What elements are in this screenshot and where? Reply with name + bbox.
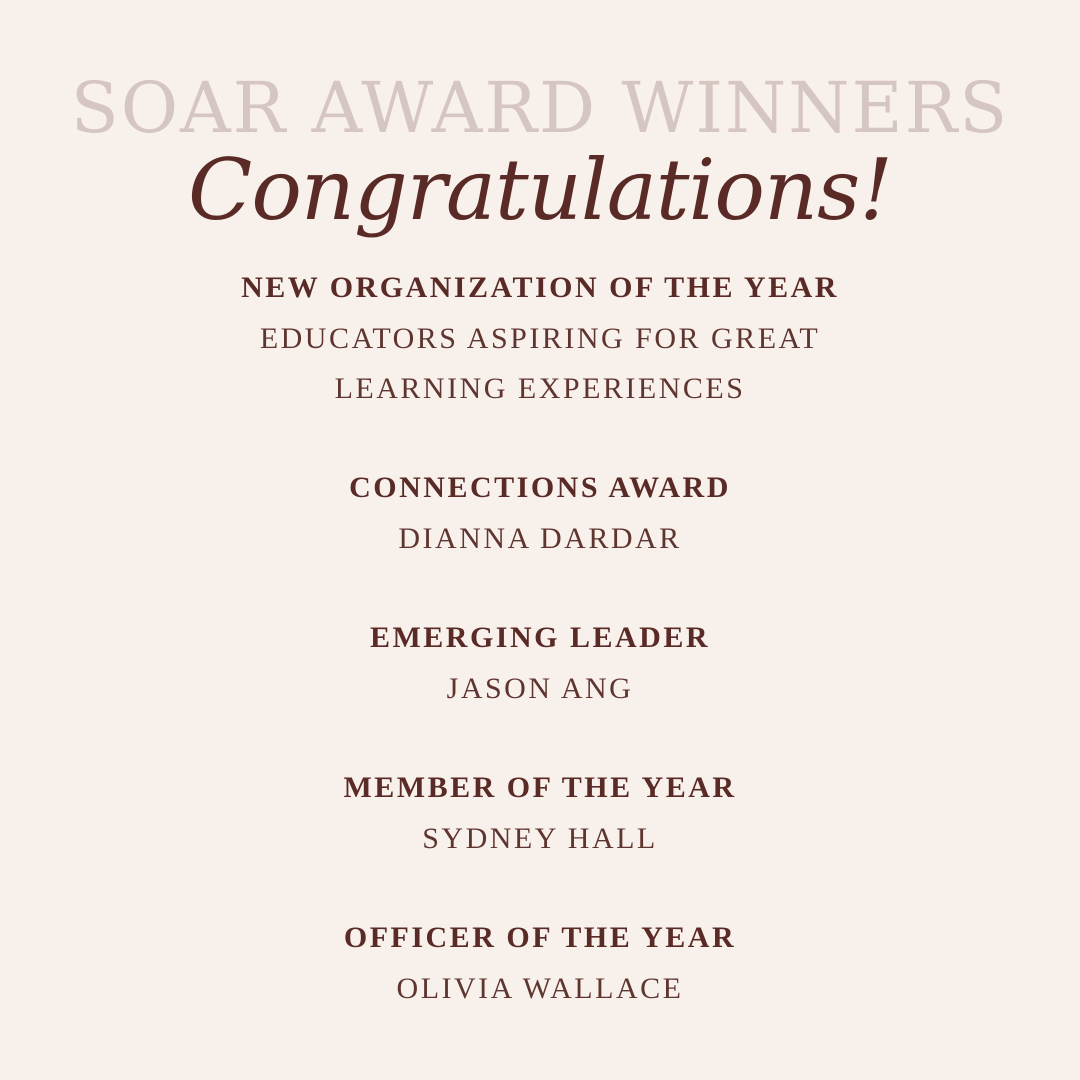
award-winner: JASON ANG bbox=[446, 672, 634, 705]
award-title: NEW ORGANIZATION OF THE YEAR bbox=[241, 271, 839, 304]
award-winner: EDUCATORS ASPIRING FOR GREAT LEARNING EXPERIENCES bbox=[259, 322, 821, 405]
award-officer-of-year bbox=[0, 918, 1080, 1014]
award-connections bbox=[0, 468, 1080, 564]
page-title: SOAR AWARD WINNERS bbox=[70, 67, 1010, 149]
award-title: OFFICER OF THE YEAR bbox=[343, 921, 737, 954]
award-title: EMERGING LEADER bbox=[369, 621, 711, 654]
award-emerging-leader bbox=[0, 618, 1080, 714]
award-winner: SYDNEY HALL bbox=[422, 822, 658, 855]
award-title: CONNECTIONS AWARD bbox=[349, 471, 731, 504]
award-new-organization bbox=[0, 268, 1080, 414]
award-title: MEMBER OF THE YEAR bbox=[343, 771, 737, 804]
award-winner: OLIVIA WALLACE bbox=[396, 972, 684, 1005]
award-winner: DIANNA DARDAR bbox=[398, 522, 682, 555]
congratulations-script: Congratulations! bbox=[188, 141, 892, 239]
award-member-of-year bbox=[0, 768, 1080, 864]
